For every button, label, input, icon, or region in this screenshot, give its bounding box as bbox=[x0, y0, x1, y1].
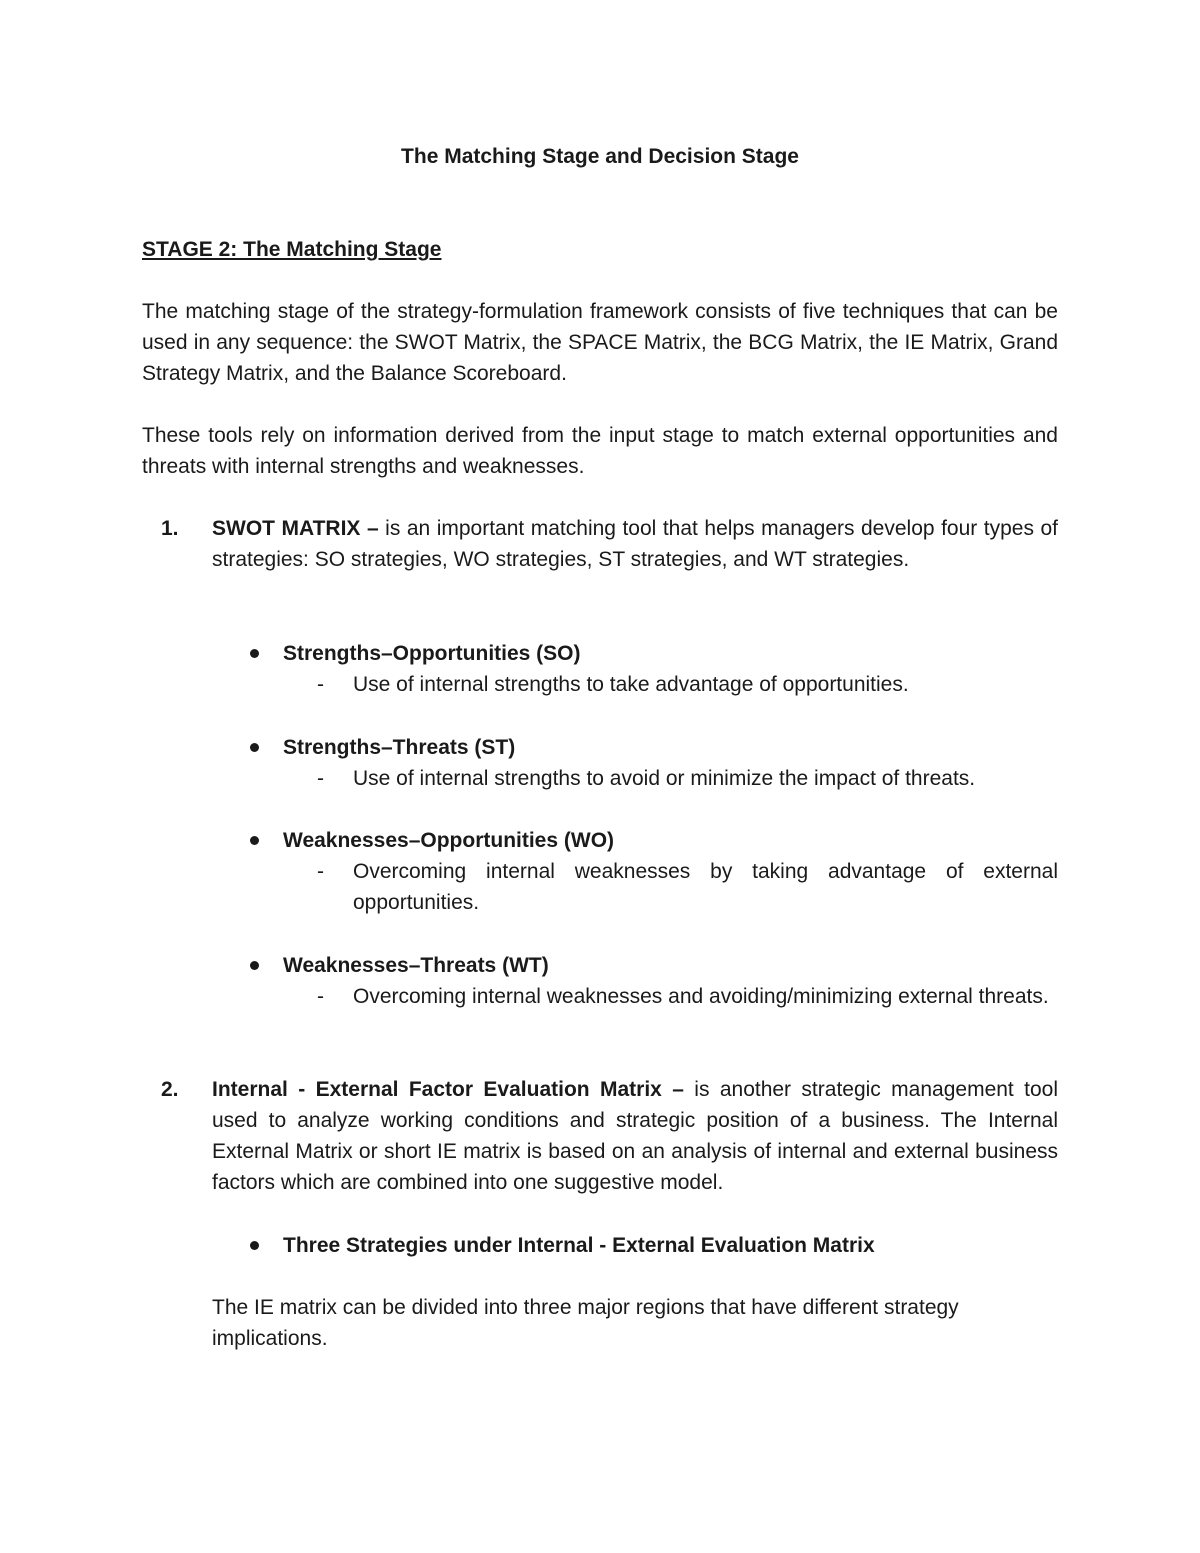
description-text: Overcoming internal weaknesses and avoiding/minimizing external threats. bbox=[353, 985, 1049, 1008]
item-text: is another strategic management tool used to analyze working conditions and strategic position of a business. The Internal External Matrix or short IE matrix is based on an analysis of internal and external business factors which are combined into one suggestive model. bbox=[212, 1078, 1058, 1194]
bullet-dot-icon bbox=[250, 1241, 259, 1250]
bullet-wo bbox=[142, 825, 1058, 918]
numbered-item-ie-matrix bbox=[142, 1074, 1058, 1198]
item-number: 1. bbox=[161, 517, 179, 540]
bullet-label: Strengths–Opportunities (SO) bbox=[283, 642, 581, 665]
dash-marker: - bbox=[317, 860, 324, 883]
bullet-description bbox=[142, 856, 1058, 918]
document-title: The Matching Stage and Decision Stage bbox=[401, 145, 799, 168]
bullet-dot-icon bbox=[250, 649, 259, 658]
bullet-dot-icon bbox=[250, 836, 259, 845]
item-text: is an important matching tool that helps managers develop four types of strategies: SO strategies, WO strategies, ST strategies, and WT strategies. bbox=[212, 517, 1058, 571]
numbered-item-swot bbox=[142, 513, 1058, 575]
bullet-label: Weaknesses–Threats (WT) bbox=[283, 954, 549, 977]
dash-marker: - bbox=[317, 673, 324, 696]
description-text: Use of internal strengths to avoid or minimize the impact of threats. bbox=[353, 767, 976, 790]
bullet-label: Three Strategies under Internal - External Evaluation Matrix bbox=[283, 1234, 875, 1257]
bullet-so bbox=[142, 638, 1058, 700]
item-term: SWOT MATRIX – bbox=[212, 517, 379, 540]
bullet-description bbox=[142, 669, 1058, 700]
dash-marker: - bbox=[317, 767, 324, 790]
ie-paragraph: The IE matrix can be divided into three major regions that have different strategy implications. bbox=[212, 1296, 959, 1350]
bullet-label: Strengths–Threats (ST) bbox=[283, 736, 516, 759]
description-text: Overcoming internal weaknesses by taking advantage of external opportunities. bbox=[353, 860, 1058, 914]
bullet-description bbox=[142, 763, 1058, 794]
item-body bbox=[212, 1074, 1058, 1198]
bullet-description bbox=[142, 981, 1058, 1012]
bullet-wt bbox=[142, 950, 1058, 1012]
item-body bbox=[212, 513, 1058, 575]
bullet-label: Weaknesses–Opportunities (WO) bbox=[283, 829, 615, 852]
stage-heading: STAGE 2: The Matching Stage bbox=[142, 238, 442, 261]
intro-paragraph: The matching stage of the strategy-formulation framework consists of five techniques that can be used in any sequence: the SWOT Matrix, the SPACE Matrix, the BCG Matrix, the IE Matrix, Grand Strategy Matrix, and the Balance Scoreboard. bbox=[142, 300, 1058, 385]
description-text: Use of internal strengths to take advantage of opportunities. bbox=[353, 673, 909, 696]
bullet-st bbox=[142, 732, 1058, 794]
dash-marker: - bbox=[317, 985, 324, 1008]
item-term: Internal - External Factor Evaluation Matrix – bbox=[212, 1078, 684, 1101]
item-number: 2. bbox=[161, 1078, 179, 1101]
bullet-dot-icon bbox=[250, 743, 259, 752]
bullet-dot-icon bbox=[250, 961, 259, 970]
bullet-ie-strategies bbox=[142, 1230, 1058, 1261]
tools-paragraph: These tools rely on information derived from the input stage to match external opportunities and threats with internal strengths and weaknesses. bbox=[142, 424, 1058, 478]
